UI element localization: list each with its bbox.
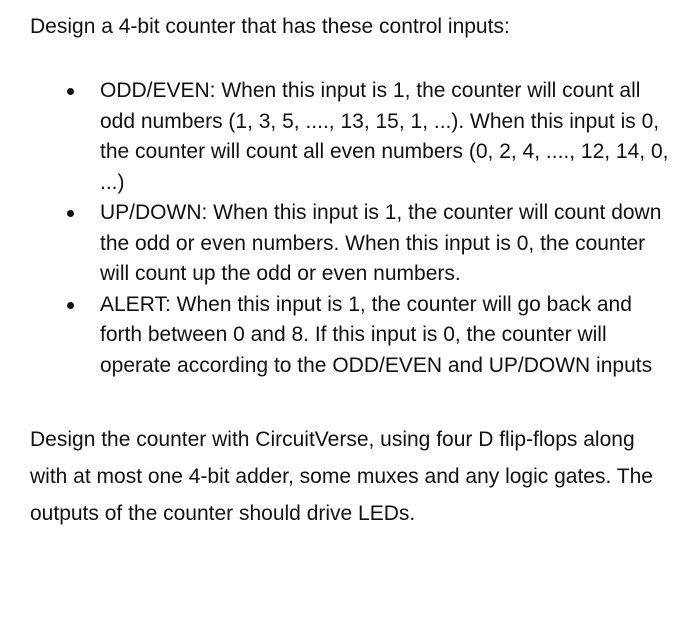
bullet-icon [67,210,74,217]
bullet-icon [67,88,74,95]
list-item-text: ODD/EVEN: When this input is 1, the counter will count all odd numbers (1, 3, 5, ...., 13, 15, 1, ...). When this input is 0, the counter will count all even numbers (0, 2, 4, ...., 12, 14, 0, ...) [100,79,669,194]
list-item-alert [30,290,676,382]
list-item-text: ALERT: When this input is 1, the counter will go back and forth between 0 and 8. If this input is 0, the counter will operate according to the ODD/EVEN and UP/DOWN inputs [100,292,653,377]
closing-paragraph: Design the counter with CircuitVerse, using four D flip-flops along with at most one 4-bit adder, some muxes and any logic gates. The outputs of the counter should drive LEDs. [30,428,653,525]
bullet-icon [67,302,74,309]
list-item-text: UP/DOWN: When this input is 1, the counter will count down the odd or even numbers. When this input is 0, the counter will count up the odd or even numbers. [100,201,662,285]
control-inputs-list [30,76,676,381]
list-item-odd-even [30,76,676,198]
intro-paragraph: Design a 4-bit counter that has these control inputs: [30,15,510,38]
list-item-up-down [30,198,676,290]
